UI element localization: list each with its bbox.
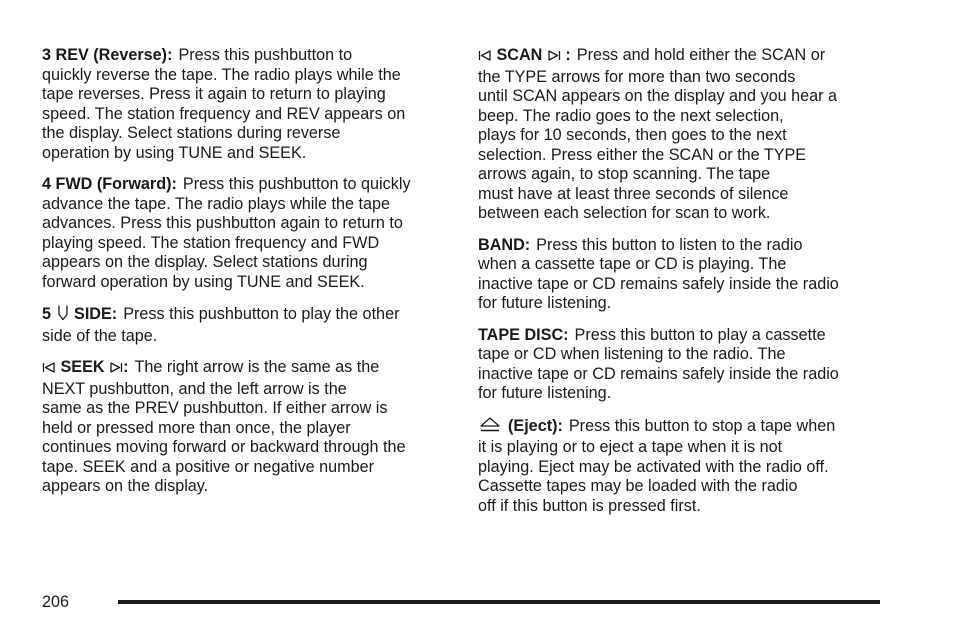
band-first-text: Press this button to listen to the radio (536, 235, 803, 254)
side-line: side of the tape. (42, 326, 158, 345)
scan-right-arrow-icon (547, 48, 561, 68)
eject-line: it is playing or to eject a tape when it is not (478, 438, 783, 456)
left-column (42, 46, 450, 509)
side-first-text: Press this pushbutton to play the other (123, 305, 400, 323)
fwd-line: advances. Press this pushbutton again to return to (42, 214, 403, 232)
eject-icon (478, 416, 502, 439)
seek-line: continues moving forward or backward through the (42, 438, 406, 456)
rev-line: operation by using TUNE and SEEK. (42, 143, 307, 162)
fwd-line: playing speed. The station frequency and FWD (42, 233, 380, 252)
tape-disc-paragraph (478, 326, 882, 404)
band-term: BAND: (478, 235, 531, 254)
rev-first-line (42, 46, 450, 66)
band-line: for future listening. (478, 294, 612, 312)
seek-line: held or pressed more than once, the player (42, 418, 351, 437)
eject-line: off if this button is pressed first. (478, 496, 701, 515)
band-line: inactive tape or CD remains safely inside the radio (478, 274, 839, 293)
scan-first-text: Press and hold either the SCAN or (576, 46, 826, 64)
seek-first-text: The right arrow is the same as the (134, 358, 380, 376)
rev-line: quickly reverse the tape. The radio plays while the (42, 65, 401, 84)
scan-line: plays for 10 seconds, then goes to the next (478, 126, 787, 144)
band-first-line (478, 236, 882, 256)
rev-line: speed. The station frequency and REV appears on (42, 104, 406, 123)
fwd-line: forward operation by using TUNE and SEEK. (42, 272, 365, 291)
scan-line: must have at least three seconds of silence (478, 184, 789, 203)
tape-side-icon (56, 304, 70, 327)
rev-line: the display. Select stations during reverse (42, 124, 341, 142)
eject-first-line (478, 416, 882, 439)
scan-first-line (478, 46, 882, 68)
seek-line: appears on the display. (42, 477, 209, 495)
seek-line: NEXT pushbutton, and the left arrow is the (42, 379, 347, 398)
seek-colon: : (123, 358, 129, 376)
seek-left-arrow-icon (42, 360, 56, 380)
side-number: 5 (42, 305, 52, 323)
band-paragraph (478, 236, 882, 314)
scan-line: arrows again, to stop scanning. The tape (478, 165, 771, 183)
side-term: SIDE: (74, 305, 118, 323)
eject-line: playing. Eject may be activated with the radio off. (478, 457, 829, 476)
footer-rule (118, 600, 880, 604)
rev-line: tape reverses. Press it again to return to playing (42, 85, 386, 103)
scan-paragraph (478, 46, 882, 224)
tape-disc-first-line (478, 326, 882, 346)
seek-line: tape. SEEK and a positive or negative number (42, 457, 375, 476)
tape-disc-line: inactive tape or CD remains safely inside the radio (478, 364, 839, 383)
page-number: 206 (42, 593, 70, 611)
rev-term: 3 REV (Reverse): (42, 46, 173, 64)
seek-line: same as the PREV pushbutton. If either arrow is (42, 399, 388, 417)
side-paragraph (42, 304, 450, 346)
tape-disc-line: for future listening. (478, 384, 612, 402)
fwd-paragraph (42, 175, 450, 292)
fwd-line: appears on the display. Select stations during (42, 253, 368, 271)
scan-line: beep. The radio goes to the next selection, (478, 106, 784, 125)
eject-paragraph (478, 416, 882, 517)
scan-line: until SCAN appears on the display and you hear a (478, 87, 838, 105)
scan-line: between each selection for scan to work. (478, 204, 771, 222)
scan-line: the TYPE arrows for more than two seconds (478, 67, 796, 86)
scan-colon: : (565, 46, 571, 64)
seek-term: SEEK (60, 358, 105, 376)
scan-left-arrow-icon (478, 48, 492, 68)
fwd-term: 4 FWD (Forward): (42, 175, 177, 193)
rev-paragraph (42, 46, 450, 163)
eject-first-text: Press this button to stop a tape when (568, 416, 836, 435)
side-first-line (42, 304, 450, 327)
fwd-first-text: Press this pushbutton to quickly (182, 175, 411, 193)
band-line: when a cassette tape or CD is playing. The (478, 255, 787, 273)
seek-first-line (42, 358, 450, 380)
eject-line: Cassette tapes may be loaded with the radio (478, 477, 798, 495)
tape-disc-term: TAPE DISC: (478, 325, 569, 344)
tape-disc-first-text: Press this button to play a cassette (574, 325, 826, 344)
rev-first-text: Press this pushbutton to (178, 46, 353, 64)
right-column (478, 46, 882, 528)
seek-paragraph (42, 358, 450, 497)
tape-disc-line: tape or CD when listening to the radio. The (478, 345, 786, 363)
seek-right-arrow-icon (109, 360, 123, 380)
scan-term: SCAN (496, 46, 543, 64)
fwd-first-line (42, 175, 450, 195)
eject-term: (Eject): (508, 416, 563, 435)
scan-line: selection. Press either the SCAN or the TYPE (478, 145, 807, 164)
fwd-line: advance the tape. The radio plays while the tape (42, 194, 390, 213)
